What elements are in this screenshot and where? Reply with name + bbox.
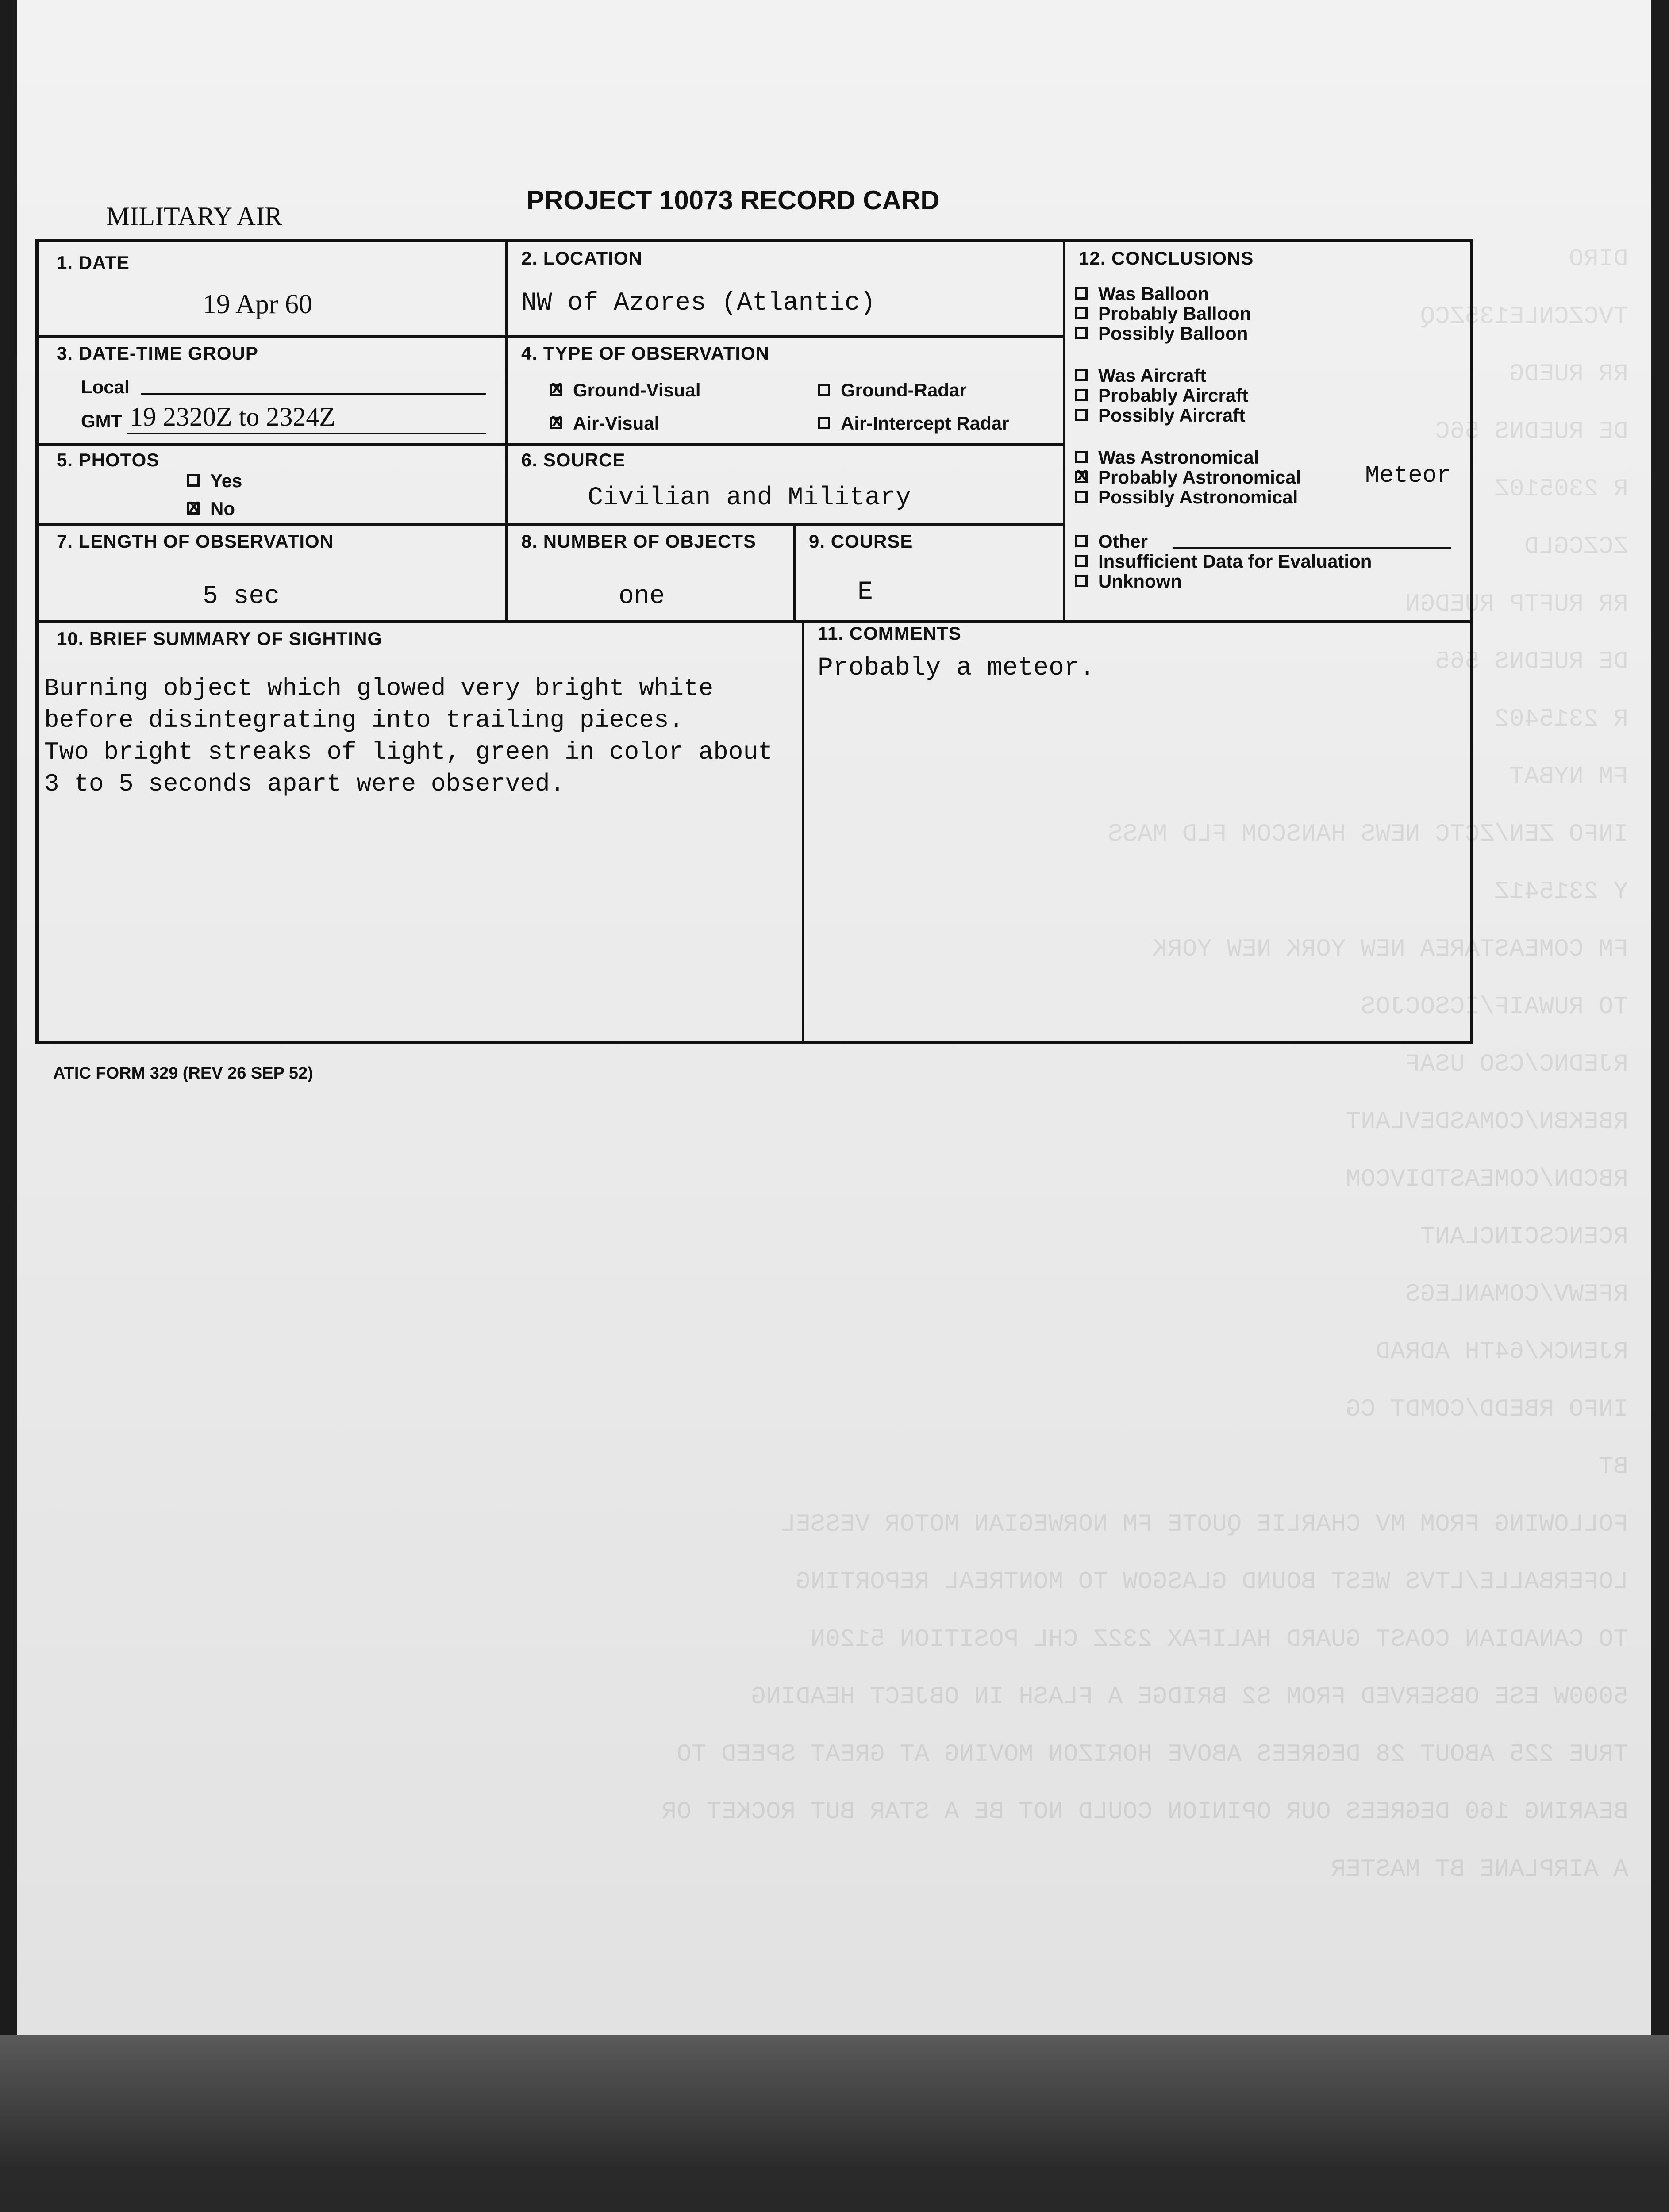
summary-line: Burning object which glowed very bright white — [44, 674, 714, 703]
conclusion-probably-aircraft: Probably Aircraft — [1075, 385, 1248, 406]
checkbox-checked-icon — [550, 417, 562, 429]
bleed-through-line: BT — [1598, 1452, 1628, 1481]
dtg-gmt-value: 19 2320Z to 2324Z — [130, 402, 335, 431]
conclusion-insufficient-data: Insufficient Data for Evaluation — [1075, 551, 1372, 572]
comments-value: Probably a meteor. — [818, 654, 1095, 683]
summary-label: 10. BRIEF SUMMARY OF SIGHTING — [57, 628, 383, 649]
form-number: ATIC FORM 329 (REV 26 SEP 52) — [53, 1064, 313, 1083]
bleed-through-line: RJEDNC/CSO USAF — [1405, 1050, 1628, 1078]
checkbox-icon — [818, 417, 830, 429]
local-underline — [141, 393, 486, 395]
location-label: 2. LOCATION — [521, 248, 642, 269]
bleed-through-line: RJENCK/64TH ADRAD — [1375, 1337, 1628, 1366]
bleed-through-line: DIRO — [1569, 245, 1628, 273]
length-value: 5 sec — [203, 582, 280, 611]
type-ground-radar: Ground-Radar — [818, 380, 967, 401]
summary-line: 3 to 5 seconds apart were observed. — [44, 770, 565, 798]
type-ground-visual: xGround-Visual — [550, 380, 701, 401]
bleed-through-line: FM COMEASTAREA NEW YORK NEW YORK — [1152, 935, 1628, 963]
conclusion-possibly-balloon: Possibly Balloon — [1075, 323, 1248, 344]
bleed-through-line: RCENCSCINCLANT — [1420, 1222, 1628, 1251]
comments-cell — [804, 623, 1470, 1041]
checkbox-checked-icon — [550, 384, 562, 396]
dtg-local-label: Local — [81, 376, 130, 397]
bleed-through-line: A AIRPLANE BT MASTER — [1331, 1855, 1628, 1883]
conclusion-possibly-aircraft: Possibly Aircraft — [1075, 405, 1245, 426]
scan-shadow — [0, 2035, 1669, 2212]
dtg-label: 3. DATE-TIME GROUP — [57, 343, 258, 364]
photos-label: 5. PHOTOS — [57, 449, 160, 470]
conclusion-probably-astronomical: xProbably Astronomical — [1075, 467, 1301, 488]
bleed-through-line: Y 231541Z — [1494, 877, 1628, 906]
conclusions-label: 12. CONCLUSIONS — [1079, 248, 1254, 269]
objects-value: one — [619, 582, 665, 611]
bleed-through-line: RR RUEDG — [1509, 360, 1628, 388]
date-cell — [39, 242, 508, 338]
conclusion-probably-balloon: Probably Balloon — [1075, 303, 1251, 324]
photos-cell — [39, 446, 508, 526]
record-card — [35, 239, 1473, 1044]
bleed-through-line: RFEWV/COMANLEGS — [1405, 1280, 1628, 1308]
checkbox-icon — [1075, 575, 1088, 587]
bleed-through-line: INFO ZEN/ZCTC NEWS HANSCOM FLD MASS — [1108, 820, 1628, 848]
bleed-through-line: TRUE 225 ABOUT 28 DEGREES ABOVE HORIZON MOVING AT GREAT SPEED TO — [677, 1740, 1628, 1768]
photos-no: xNo — [187, 498, 235, 519]
bleed-through-line: BEARING 160 DEGREES OUR OPINION COULD NOT BE A STAR BUT ROCKET OR — [661, 1797, 1628, 1826]
checkbox-icon — [187, 474, 200, 487]
photos-yes: Yes — [187, 470, 242, 492]
bleed-through-line: 5000W ESE OBSERVED FROM S2 BRIDGE A FLASH IN OBJECT HEADING — [751, 1682, 1628, 1711]
checkbox-icon — [1075, 535, 1088, 547]
summary-line: Two bright streaks of light, green in color about — [44, 738, 773, 766]
location-cell — [508, 242, 1065, 338]
type-label: 4. TYPE OF OBSERVATION — [521, 343, 770, 364]
bleed-through-line: R 2315402 — [1494, 705, 1628, 733]
checkbox-icon — [1075, 555, 1088, 567]
location-value: NW of Azores (Atlantic) — [521, 289, 876, 318]
type-cell — [508, 338, 1065, 446]
length-label: 7. LENGTH OF OBSERVATION — [57, 531, 334, 552]
bleed-through-line: LOFERBALLE/LTVS WEST BOUND GLASGOW TO MONTREAL REPORTING — [796, 1567, 1628, 1596]
length-cell — [39, 526, 508, 623]
other-underline — [1173, 547, 1451, 549]
type-air-visual: xAir-Visual — [550, 413, 659, 434]
checkbox-checked-icon — [1075, 471, 1088, 483]
checkbox-icon — [1075, 409, 1088, 421]
dtg-gmt-label: GMT — [81, 411, 123, 431]
date-value: 19 Apr 60 — [203, 289, 312, 319]
bleed-through-line: TVCZCNLE135ZCQ — [1420, 302, 1628, 330]
course-value: E — [858, 578, 873, 607]
checkbox-icon — [1075, 327, 1088, 339]
checkbox-icon — [1075, 287, 1088, 300]
bleed-through-line: TO RUWAIF/ICSOCJOS — [1361, 992, 1628, 1021]
bleed-through-line: RBEKBN/COMASDEVLANT — [1346, 1107, 1628, 1136]
source-value: Civilian and Military — [588, 484, 911, 512]
conclusion-was-aircraft: Was Aircraft — [1075, 365, 1206, 386]
date-label: 1. DATE — [57, 252, 130, 273]
checkbox-icon — [1075, 451, 1088, 463]
gmt-underline — [127, 433, 486, 434]
header-military-air: MILITARY AIR — [106, 202, 282, 231]
objects-cell — [508, 526, 796, 623]
course-cell — [796, 526, 1065, 623]
bleed-through-line: RR RUFTP RUEDGN — [1405, 590, 1628, 618]
bleed-through-line: TO CANADIAN COAST GUARD HALIFAX 232Z CHL POSITION 5120N — [810, 1625, 1628, 1653]
dtg-cell — [39, 338, 508, 446]
bleed-through-line: FOLLOWING FROM MV CHARLIE QUOTE FM NORWEGIAN MOTOR VESSEL — [781, 1510, 1628, 1538]
course-label: 9. COURSE — [809, 531, 913, 552]
summary-text — [44, 672, 773, 800]
conclusion-unknown: Unknown — [1075, 571, 1182, 592]
objects-label: 8. NUMBER OF OBJECTS — [521, 531, 757, 552]
conclusion-other: Other — [1075, 531, 1148, 552]
conclusion-was-balloon: Was Balloon — [1075, 283, 1209, 304]
checkbox-icon — [1075, 369, 1088, 381]
conclusion-possibly-astronomical: Possibly Astronomical — [1075, 487, 1298, 508]
bleed-through-line: DE RUEDNS 56C — [1435, 417, 1628, 445]
bleed-through-line: R 230510Z — [1494, 475, 1628, 503]
checkbox-icon — [818, 384, 830, 396]
checkbox-icon — [1075, 491, 1088, 503]
bleed-through-line: INFO RBEDD/COMDT CG — [1346, 1395, 1628, 1423]
bleed-through-line: FM NYBAT — [1509, 762, 1628, 791]
bleed-through-line: RBCDN/COMEASTDIVCOM — [1346, 1165, 1628, 1193]
conclusion-note-meteor: Meteor — [1365, 462, 1451, 489]
conclusion-was-astronomical: Was Astronomical — [1075, 447, 1259, 468]
summary-line: before disintegrating into trailing pieces. — [44, 706, 684, 734]
bleed-through-line: ZCZCGLD — [1524, 532, 1628, 561]
source-label: 6. SOURCE — [521, 449, 626, 470]
checkbox-icon — [1075, 389, 1088, 401]
checkbox-icon — [1075, 307, 1088, 319]
comments-label: 11. COMMENTS — [818, 623, 961, 644]
checkbox-checked-icon — [187, 502, 200, 515]
bleed-through-line: DE RUEDNS 565 — [1435, 647, 1628, 676]
card-title: PROJECT 10073 RECORD CARD — [527, 185, 940, 215]
source-cell — [508, 446, 1065, 526]
type-air-intercept-radar: Air-Intercept Radar — [818, 413, 1009, 434]
